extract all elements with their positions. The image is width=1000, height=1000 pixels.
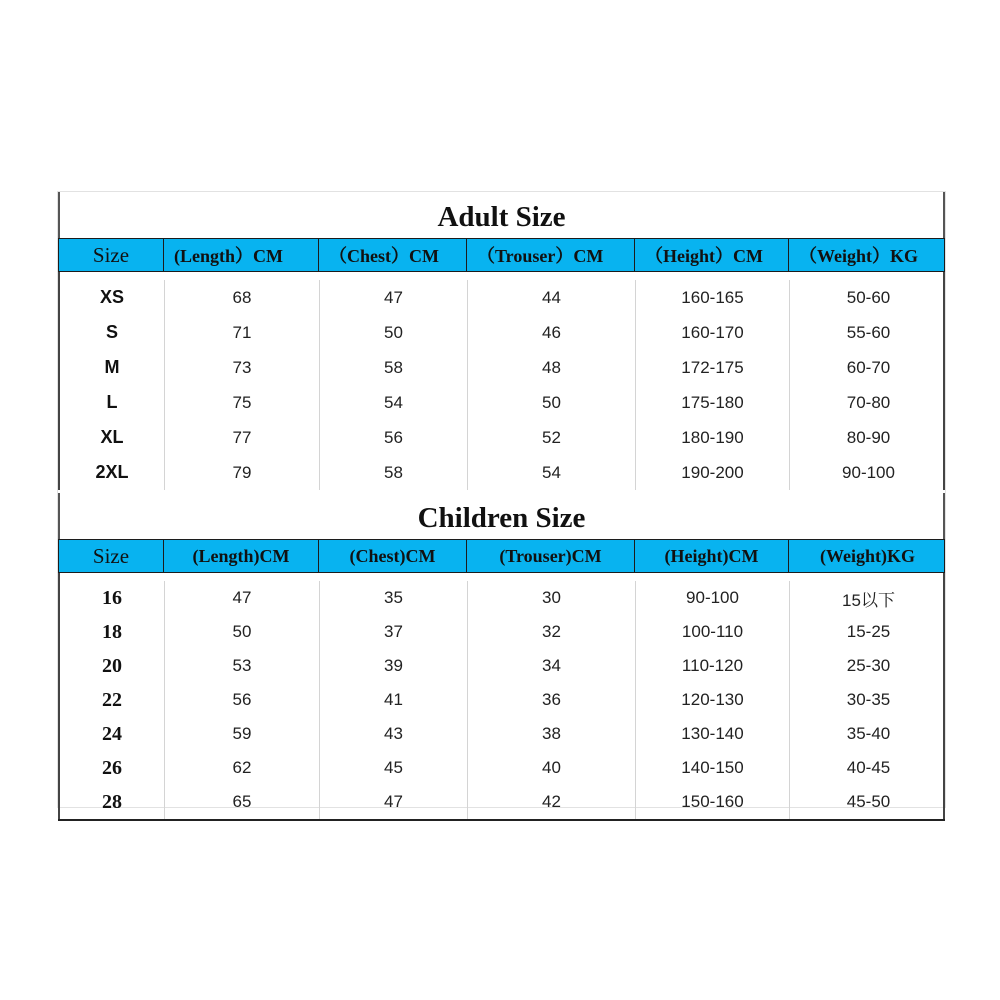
adult-table-cell: 44 xyxy=(468,280,636,315)
children-table-cell: 43 xyxy=(320,717,468,751)
children-table-cell: 150-160 xyxy=(636,785,790,819)
children-table-cell: 47 xyxy=(320,785,468,819)
children-table-row xyxy=(60,785,943,819)
children-table-cell: 35-40 xyxy=(846,724,891,743)
children-size-label: 16 xyxy=(60,581,165,615)
adult-table-cell: 80-90 xyxy=(846,427,891,447)
adult-header-cell: （Trouser）CM xyxy=(467,239,635,271)
children-table-row xyxy=(60,649,943,683)
children-header-cell: (Chest)CM xyxy=(319,540,467,572)
adult-size-label: M xyxy=(60,350,165,385)
adult-table-cell: 175-180 xyxy=(636,385,790,420)
size-chart xyxy=(58,192,945,813)
children-header-cell: (Trouser)CM xyxy=(467,540,635,572)
adult-table-cell: 90-100 xyxy=(842,462,895,482)
adult-size-label: 2XL xyxy=(60,455,165,490)
children-table-row xyxy=(60,615,943,649)
adult-table-row xyxy=(60,385,943,420)
adult-header-cell: （Chest）CM xyxy=(319,239,467,271)
children-table-cell: 34 xyxy=(468,649,636,683)
children-size-table xyxy=(58,493,945,821)
adult-table-cell: 58 xyxy=(320,455,468,490)
children-table-cell: 40-45 xyxy=(846,758,891,777)
adult-table-cell: 50 xyxy=(320,315,468,350)
adult-header-row xyxy=(58,238,945,272)
children-table-cell: 110-120 xyxy=(636,649,790,683)
children-table-cell: 15以下 xyxy=(842,590,895,610)
children-table-cell: 40 xyxy=(468,751,636,785)
adult-table-row xyxy=(60,315,943,350)
adult-table-cell: 68 xyxy=(165,280,320,315)
children-table-cell: 45-50 xyxy=(846,792,891,811)
children-table-row xyxy=(60,581,943,615)
adult-table-cell: 79 xyxy=(165,455,320,490)
adult-table-cell: 54 xyxy=(320,385,468,420)
children-table-cell: 30 xyxy=(468,581,636,615)
adult-table-cell: 46 xyxy=(468,315,636,350)
adult-table-cell: 60-70 xyxy=(846,357,891,377)
children-table-cell: 39 xyxy=(320,649,468,683)
children-table-cell: 37 xyxy=(320,615,468,649)
children-table-cell: 47 xyxy=(165,581,320,615)
children-size-label: 26 xyxy=(60,751,165,785)
adult-size-label: XS xyxy=(60,280,165,315)
adult-table-cell: 55-60 xyxy=(846,322,891,342)
adult-table-cell: 190-200 xyxy=(636,455,790,490)
children-table-cell: 65 xyxy=(165,785,320,819)
adult-table-cell: 160-170 xyxy=(636,315,790,350)
adult-table-cell: 48 xyxy=(468,350,636,385)
adult-table-cell: 180-190 xyxy=(636,420,790,455)
adult-size-title: Adult Size xyxy=(58,192,945,238)
children-table-cell: 50 xyxy=(165,615,320,649)
children-header-cell: (Height)CM xyxy=(635,540,789,572)
children-size-label: 22 xyxy=(60,683,165,717)
children-table-cell: 32 xyxy=(468,615,636,649)
adult-table-cell: 70-80 xyxy=(846,392,891,412)
children-table-row xyxy=(60,683,943,717)
children-table-cell: 15-25 xyxy=(846,622,891,641)
children-table-cell: 90-100 xyxy=(636,581,790,615)
adult-table-cell: 50 xyxy=(468,385,636,420)
table-bottom-rule xyxy=(58,819,945,821)
adult-table-cell: 160-165 xyxy=(636,280,790,315)
adult-table-row xyxy=(60,455,943,490)
children-size-title: Children Size xyxy=(58,493,945,539)
children-table-cell: 56 xyxy=(165,683,320,717)
adult-table-cell: 54 xyxy=(468,455,636,490)
children-body xyxy=(58,573,945,819)
children-table-cell: 25-30 xyxy=(846,656,891,675)
adult-header-cell: Size xyxy=(59,239,164,271)
children-table-cell: 35 xyxy=(320,581,468,615)
adult-table-row xyxy=(60,420,943,455)
children-table-cell: 42 xyxy=(468,785,636,819)
adult-size-label: L xyxy=(60,385,165,420)
adult-table-row xyxy=(60,350,943,385)
children-table-cell: 30-35 xyxy=(846,690,891,709)
children-table-cell: 140-150 xyxy=(636,751,790,785)
children-table-cell: 41 xyxy=(320,683,468,717)
adult-table-cell: 77 xyxy=(165,420,320,455)
children-table-row xyxy=(60,751,943,785)
children-table-cell: 120-130 xyxy=(636,683,790,717)
children-size-label: 20 xyxy=(60,649,165,683)
children-header-cell: Size xyxy=(59,540,164,572)
children-header-cell: (Length)CM xyxy=(164,540,319,572)
children-table-row xyxy=(60,717,943,751)
children-table-cell: 62 xyxy=(165,751,320,785)
children-header-cell: (Weight)KG xyxy=(820,545,915,566)
adult-table-cell: 58 xyxy=(320,350,468,385)
adult-header-cell: （Weight）KG xyxy=(799,246,919,266)
children-table-cell: 38 xyxy=(468,717,636,751)
adult-size-label: S xyxy=(60,315,165,350)
children-table-cell: 53 xyxy=(165,649,320,683)
children-table-cell: 100-110 xyxy=(636,615,790,649)
children-table-cell: 45 xyxy=(320,751,468,785)
adult-size-table xyxy=(58,192,945,490)
adult-body xyxy=(58,272,945,490)
adult-table-cell: 172-175 xyxy=(636,350,790,385)
adult-table-cell: 52 xyxy=(468,420,636,455)
children-table-cell: 36 xyxy=(468,683,636,717)
adult-table-cell: 75 xyxy=(165,385,320,420)
adult-header-cell: （Height）CM xyxy=(635,239,789,271)
adult-table-cell: 71 xyxy=(165,315,320,350)
adult-table-cell: 50-60 xyxy=(846,287,891,307)
children-size-label: 28 xyxy=(60,785,165,819)
adult-table-cell: 73 xyxy=(165,350,320,385)
adult-table-cell: 47 xyxy=(320,280,468,315)
children-size-label: 24 xyxy=(60,717,165,751)
adult-table-row xyxy=(60,280,943,315)
children-header-row xyxy=(58,539,945,573)
children-table-cell: 59 xyxy=(165,717,320,751)
adult-table-cell: 56 xyxy=(320,420,468,455)
children-size-label: 18 xyxy=(60,615,165,649)
children-table-cell: 130-140 xyxy=(636,717,790,751)
adult-size-label: XL xyxy=(60,420,165,455)
adult-header-cell: (Length）CM xyxy=(164,239,319,271)
